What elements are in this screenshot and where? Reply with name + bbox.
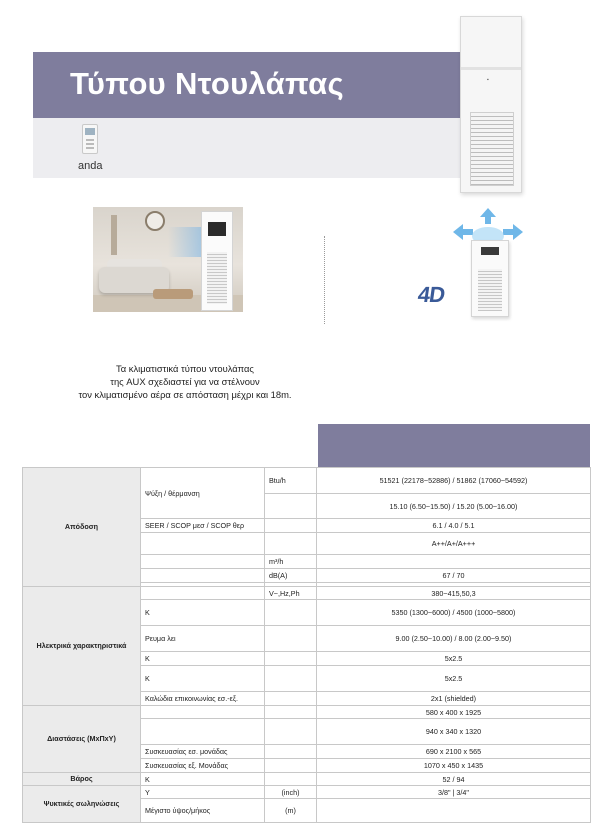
living-room-photo <box>93 207 243 312</box>
unit-cell: Btu/h <box>265 468 317 494</box>
category-cell: Ψυκτικές σωληνώσεις <box>23 786 141 823</box>
value-cell: 380~415,50,3 <box>317 587 591 600</box>
unit-cell: m³/h <box>265 555 317 569</box>
value-cell: 52 / 94 <box>317 773 591 786</box>
label-cell: Καλώδια επικοινωνίας εσ.-εξ. <box>141 692 265 706</box>
specifications-table <box>22 467 591 823</box>
table-header-bar <box>318 424 590 467</box>
value-cell: 15.10 (6.50~15.50) / 15.20 (5.00~16.00) <box>317 494 591 519</box>
value-cell: 6.1 / 4.0 / 5.1 <box>317 519 591 533</box>
table-row <box>23 587 591 600</box>
label-cell: Ψύξη / θέρμανση <box>141 468 265 519</box>
unit-cell: (m) <box>265 799 317 823</box>
value-cell: 5x2.5 <box>317 666 591 692</box>
value-cell: 9.00 (2.50~10.00) / 8.00 (2.00~9.50) <box>317 626 591 652</box>
dotted-divider <box>324 236 325 324</box>
value-cell: 3/8" | 3/4" <box>317 786 591 799</box>
value-cell: 940 x 340 x 1320 <box>317 719 591 745</box>
remote-control-icon <box>82 124 98 154</box>
label-cell: Y <box>141 786 265 799</box>
category-cell: Ηλεκτρικά χαρακτηριστικά <box>23 587 141 706</box>
page-title: Τύπου Ντουλάπας <box>70 66 344 101</box>
value-cell: 690 x 2100 x 565 <box>317 745 591 759</box>
unit-cell: (inch) <box>265 786 317 799</box>
value-cell: 5350 (1300~6000) / 4500 (1000~5800) <box>317 600 591 626</box>
value-cell: 67 / 70 <box>317 569 591 583</box>
unit-cell: V~,Hz,Ph <box>265 587 317 600</box>
category-cell: Απόδοση <box>23 468 141 587</box>
brand-label: anda <box>78 160 103 172</box>
floor-standing-unit-image: ▪ <box>460 16 522 193</box>
table-row <box>23 706 591 719</box>
4d-badge: 4D <box>416 282 446 307</box>
label-cell: K <box>141 666 265 692</box>
value-cell: 51521 (22178~52886) / 51862 (17060~54592) <box>317 468 591 494</box>
value-cell: 5x2.5 <box>317 652 591 666</box>
table-row <box>23 468 591 494</box>
category-cell: Βάρος <box>23 773 141 786</box>
description-line: τον κλιματισμένο αέρα σε απόσταση μέχρι και 18m. <box>78 389 292 400</box>
label-cell: Μέγιστο ύψος/μήκος <box>141 799 265 823</box>
value-cell: 2x1 (shielded) <box>317 692 591 706</box>
label-cell: K <box>141 652 265 666</box>
table-row <box>23 773 591 786</box>
label-cell: K <box>141 773 265 786</box>
unit-cell: dB(A) <box>265 569 317 583</box>
value-cell: 1070 x 450 x 1435 <box>317 759 591 773</box>
product-description <box>20 362 350 401</box>
table-row <box>23 786 591 799</box>
label-cell: Ρευμα λει <box>141 626 265 652</box>
label-cell: K <box>141 600 265 626</box>
value-cell: 580 x 400 x 1925 <box>317 706 591 719</box>
value-cell: A++/A+/A+++ <box>317 533 591 555</box>
category-cell: Διαστάσεις (ΜxΠxΥ) <box>23 706 141 773</box>
label-cell: SEER / SCOP μεσ / SCOP θερ <box>141 519 265 533</box>
label-cell: Συσκευασίας εσ. μονάδας <box>141 745 265 759</box>
description-line: Τα κλιματιστικά τύπου ντουλάπας <box>116 363 254 374</box>
label-cell: Συσκευασίας εξ. Μονάδας <box>141 759 265 773</box>
4d-unit-image <box>471 240 509 317</box>
description-line: της AUX σχεδιαστεί για να στέλνουν <box>110 376 260 387</box>
